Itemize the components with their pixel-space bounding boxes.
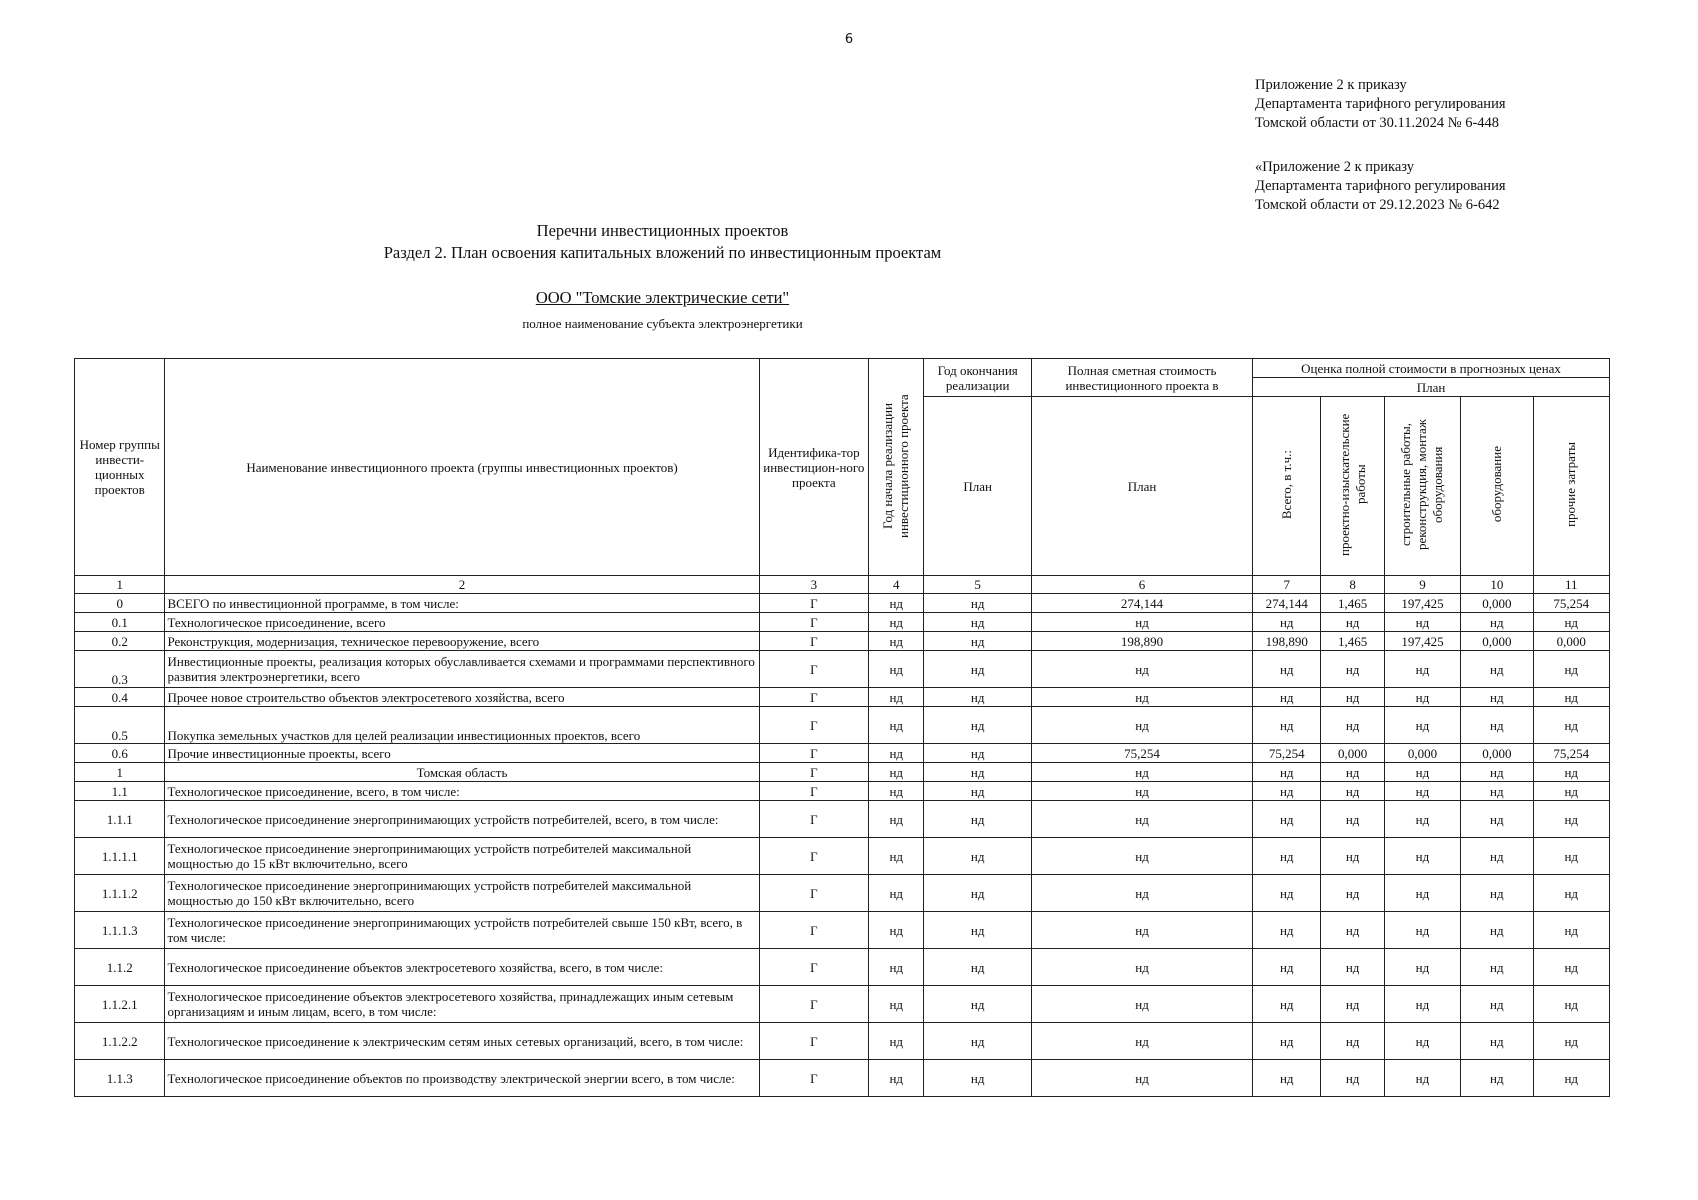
row-number: 0.3 xyxy=(75,651,165,688)
row-full-cost: нд xyxy=(1031,801,1252,838)
appendix-line: Томской области от 30.11.2024 № 6-448 xyxy=(1255,115,1500,131)
row-name: Томская область xyxy=(165,763,759,782)
row-total: нд xyxy=(1253,912,1321,949)
row-design: нд xyxy=(1321,763,1384,782)
header-identifier: Идентифика-тор инвестицион-ного проекта xyxy=(759,359,869,576)
row-identifier: Г xyxy=(759,1023,869,1060)
row-construction: 197,425 xyxy=(1384,632,1460,651)
row-number: 0.2 xyxy=(75,632,165,651)
row-total: 198,890 xyxy=(1253,632,1321,651)
header-project-name: Наименование инвестиционного проекта (группы инвестиционных проектов) xyxy=(165,359,759,576)
row-number: 1.1.3 xyxy=(75,1060,165,1097)
row-other: нд xyxy=(1533,613,1609,632)
table-row xyxy=(75,1023,1610,1060)
row-identifier: Г xyxy=(759,688,869,707)
row-start-year: нд xyxy=(869,707,924,744)
row-other: нд xyxy=(1533,782,1609,801)
table-body xyxy=(75,594,1610,1097)
row-identifier: Г xyxy=(759,707,869,744)
table-row xyxy=(75,986,1610,1023)
row-equipment: нд xyxy=(1461,801,1533,838)
row-start-year: нд xyxy=(869,651,924,688)
row-full-cost: нд xyxy=(1031,707,1252,744)
row-equipment: нд xyxy=(1461,1023,1533,1060)
row-construction: нд xyxy=(1384,875,1460,912)
title-line: Перечни инвестиционных проектов xyxy=(536,221,789,240)
header-start-year-cell xyxy=(869,359,924,576)
column-number: 9 xyxy=(1384,576,1460,594)
title-line: Раздел 2. План освоения капитальных вложений по инвестиционным проектам xyxy=(383,243,942,262)
row-full-cost: нд xyxy=(1031,782,1252,801)
header-design: проектно-изыскательские работы xyxy=(1336,413,1368,556)
row-full-cost: 274,144 xyxy=(1031,594,1252,613)
row-total: нд xyxy=(1253,1023,1321,1060)
row-name: Технологическое присоединение объектов электросетевого хозяйства, всего, в том числе: xyxy=(165,949,759,986)
table-row xyxy=(75,949,1610,986)
row-number: 1 xyxy=(75,763,165,782)
row-identifier: Г xyxy=(759,986,869,1023)
row-number: 1.1.1.1 xyxy=(75,838,165,875)
row-other: нд xyxy=(1533,763,1609,782)
row-equipment: 0,000 xyxy=(1461,744,1533,763)
row-construction: 197,425 xyxy=(1384,594,1460,613)
row-number: 0.6 xyxy=(75,744,165,763)
column-number: 1 xyxy=(75,576,165,594)
header-design-cell xyxy=(1321,397,1384,576)
header-other: прочие затраты xyxy=(1563,442,1579,527)
row-full-cost: нд xyxy=(1031,875,1252,912)
row-number: 1.1 xyxy=(75,782,165,801)
row-end-year: нд xyxy=(924,912,1032,949)
row-construction: нд xyxy=(1384,1023,1460,1060)
row-other: нд xyxy=(1533,949,1609,986)
row-construction: нд xyxy=(1384,912,1460,949)
row-number: 0.1 xyxy=(75,613,165,632)
row-equipment: нд xyxy=(1461,949,1533,986)
row-design: нд xyxy=(1321,688,1384,707)
row-total: нд xyxy=(1253,707,1321,744)
row-name: Технологическое присоединение энергопринимающих устройств потребителей максимальной мощностью до 150 кВт включительно, всего xyxy=(165,875,759,912)
row-full-cost: нд xyxy=(1031,986,1252,1023)
row-design: нд xyxy=(1321,912,1384,949)
row-construction: нд xyxy=(1384,949,1460,986)
row-start-year: нд xyxy=(869,1023,924,1060)
row-identifier: Г xyxy=(759,613,869,632)
row-full-cost: нд xyxy=(1031,688,1252,707)
row-number: 1.1.2.1 xyxy=(75,986,165,1023)
row-name: Технологическое присоединение энергопринимающих устройств потребителей свыше 150 кВт, всего, в том числе: xyxy=(165,912,759,949)
row-equipment: нд xyxy=(1461,986,1533,1023)
row-equipment: нд xyxy=(1461,838,1533,875)
row-start-year: нд xyxy=(869,763,924,782)
row-number: 1.1.1 xyxy=(75,801,165,838)
row-name: Технологическое присоединение энергопринимающих устройств потребителей, всего, в том числе: xyxy=(165,801,759,838)
row-design: нд xyxy=(1321,949,1384,986)
row-start-year: нд xyxy=(869,801,924,838)
row-total: нд xyxy=(1253,688,1321,707)
row-other: 0,000 xyxy=(1533,632,1609,651)
row-start-year: нд xyxy=(869,594,924,613)
table-row xyxy=(75,613,1610,632)
row-start-year: нд xyxy=(869,782,924,801)
row-end-year: нд xyxy=(924,707,1032,744)
row-equipment: нд xyxy=(1461,912,1533,949)
row-number: 1.1.1.3 xyxy=(75,912,165,949)
row-name: Технологическое присоединение, всего xyxy=(165,613,759,632)
row-equipment: 0,000 xyxy=(1461,632,1533,651)
row-start-year: нд xyxy=(869,838,924,875)
table-row xyxy=(75,875,1610,912)
row-end-year: нд xyxy=(924,1023,1032,1060)
row-construction: нд xyxy=(1384,782,1460,801)
row-design: нд xyxy=(1321,782,1384,801)
row-name: Технологическое присоединение энергопринимающих устройств потребителей максимальной мощностью до 15 кВт включительно, всего xyxy=(165,838,759,875)
row-number: 0 xyxy=(75,594,165,613)
column-number: 3 xyxy=(759,576,869,594)
row-identifier: Г xyxy=(759,763,869,782)
row-end-year: нд xyxy=(924,986,1032,1023)
appendix-previous xyxy=(1255,158,1506,215)
row-design: нд xyxy=(1321,613,1384,632)
row-other: нд xyxy=(1533,1060,1609,1097)
row-end-year: нд xyxy=(924,632,1032,651)
row-full-cost: нд xyxy=(1031,949,1252,986)
row-end-year: нд xyxy=(924,651,1032,688)
appendix-line: Томской области от 29.12.2023 № 6-642 xyxy=(1255,197,1500,213)
row-number: 1.1.2.2 xyxy=(75,1023,165,1060)
document-title xyxy=(0,220,1325,264)
row-total: нд xyxy=(1253,613,1321,632)
row-start-year: нд xyxy=(869,1060,924,1097)
row-end-year: нд xyxy=(924,613,1032,632)
row-name: Инвестиционные проекты, реализация которых обуславливается схемами и программами перспективного развития электроэнергетики, всего xyxy=(165,651,759,688)
row-identifier: Г xyxy=(759,594,869,613)
column-number: 5 xyxy=(924,576,1032,594)
row-design: нд xyxy=(1321,838,1384,875)
row-full-cost: 198,890 xyxy=(1031,632,1252,651)
row-construction: нд xyxy=(1384,688,1460,707)
row-start-year: нд xyxy=(869,986,924,1023)
row-full-cost: нд xyxy=(1031,763,1252,782)
row-identifier: Г xyxy=(759,744,869,763)
row-end-year: нд xyxy=(924,949,1032,986)
row-full-cost: нд xyxy=(1031,838,1252,875)
header-full-cost: Полная сметная стоимость инвестиционного проекта в xyxy=(1031,359,1252,397)
row-design: 1,465 xyxy=(1321,632,1384,651)
row-other: нд xyxy=(1533,912,1609,949)
row-start-year: нд xyxy=(869,632,924,651)
appendix-line: Департамента тарифного регулирования xyxy=(1255,96,1506,112)
header-total-cell xyxy=(1253,397,1321,576)
row-identifier: Г xyxy=(759,782,869,801)
table-row xyxy=(75,1060,1610,1097)
row-construction: нд xyxy=(1384,801,1460,838)
row-end-year: нд xyxy=(924,688,1032,707)
row-other: нд xyxy=(1533,651,1609,688)
row-design: нд xyxy=(1321,875,1384,912)
row-design: нд xyxy=(1321,801,1384,838)
row-design: нд xyxy=(1321,986,1384,1023)
row-design: нд xyxy=(1321,1060,1384,1097)
table-row xyxy=(75,688,1610,707)
row-other: нд xyxy=(1533,838,1609,875)
row-other: нд xyxy=(1533,875,1609,912)
row-full-cost: нд xyxy=(1031,651,1252,688)
row-full-cost: нд xyxy=(1031,613,1252,632)
row-other: 75,254 xyxy=(1533,594,1609,613)
table-row xyxy=(75,782,1610,801)
appendix-current xyxy=(1255,76,1506,133)
row-construction: нд xyxy=(1384,986,1460,1023)
row-design: нд xyxy=(1321,707,1384,744)
row-end-year: нд xyxy=(924,744,1032,763)
organization-name xyxy=(0,288,1325,308)
column-number: 10 xyxy=(1461,576,1533,594)
row-total: нд xyxy=(1253,986,1321,1023)
row-identifier: Г xyxy=(759,632,869,651)
header-other-cell xyxy=(1533,397,1609,576)
row-name: Покупка земельных участков для целей реализации инвестиционных проектов, всего xyxy=(165,707,759,744)
appendix-line: Департамента тарифного регулирования xyxy=(1255,178,1506,194)
header-end-year-plan: План xyxy=(924,397,1032,576)
row-total: нд xyxy=(1253,782,1321,801)
row-start-year: нд xyxy=(869,613,924,632)
row-full-cost: нд xyxy=(1031,1023,1252,1060)
row-start-year: нд xyxy=(869,949,924,986)
column-number: 11 xyxy=(1533,576,1609,594)
row-name: ВСЕГО по инвестиционной программе, в том числе: xyxy=(165,594,759,613)
column-number: 6 xyxy=(1031,576,1252,594)
row-full-cost: 75,254 xyxy=(1031,744,1252,763)
header-full-cost-plan: План xyxy=(1031,397,1252,576)
row-equipment: нд xyxy=(1461,1060,1533,1097)
row-name: Прочие инвестиционные проекты, всего xyxy=(165,744,759,763)
row-construction: нд xyxy=(1384,1060,1460,1097)
column-number-row xyxy=(75,576,1610,594)
appendix-line: Приложение 2 к приказу xyxy=(1255,77,1407,93)
row-other: нд xyxy=(1533,801,1609,838)
row-identifier: Г xyxy=(759,949,869,986)
row-construction: нд xyxy=(1384,613,1460,632)
row-other: нд xyxy=(1533,1023,1609,1060)
row-total: нд xyxy=(1253,949,1321,986)
table-row xyxy=(75,651,1610,688)
row-total: нд xyxy=(1253,875,1321,912)
row-identifier: Г xyxy=(759,1060,869,1097)
row-total: 75,254 xyxy=(1253,744,1321,763)
row-total: нд xyxy=(1253,763,1321,782)
header-start-year: Год начала реализации инвестиционного проекта xyxy=(880,393,912,538)
row-total: 274,144 xyxy=(1253,594,1321,613)
column-number: 2 xyxy=(165,576,759,594)
row-construction: нд xyxy=(1384,707,1460,744)
table-row xyxy=(75,707,1610,744)
investment-plan-table xyxy=(74,358,1610,1097)
column-number: 7 xyxy=(1253,576,1321,594)
row-equipment: нд xyxy=(1461,651,1533,688)
row-design: нд xyxy=(1321,651,1384,688)
row-end-year: нд xyxy=(924,801,1032,838)
table-row xyxy=(75,801,1610,838)
row-name: Прочее новое строительство объектов электросетевого хозяйства, всего xyxy=(165,688,759,707)
row-name: Реконструкция, модернизация, техническое перевооружение, всего xyxy=(165,632,759,651)
page-number: 6 xyxy=(844,32,854,47)
row-full-cost: нд xyxy=(1031,1060,1252,1097)
row-end-year: нд xyxy=(924,838,1032,875)
row-name: Технологическое присоединение объектов электросетевого хозяйства, принадлежащих иным сетевым организациям и иным лицам, всего, в том числе: xyxy=(165,986,759,1023)
row-equipment: 0,000 xyxy=(1461,594,1533,613)
row-identifier: Г xyxy=(759,875,869,912)
header-equipment-cell xyxy=(1461,397,1533,576)
table-row xyxy=(75,744,1610,763)
row-start-year: нд xyxy=(869,744,924,763)
row-start-year: нд xyxy=(869,912,924,949)
row-number: 1.1.2 xyxy=(75,949,165,986)
row-end-year: нд xyxy=(924,594,1032,613)
header-plan: План xyxy=(1253,378,1610,397)
row-name: Технологическое присоединение, всего, в том числе: xyxy=(165,782,759,801)
row-other: 75,254 xyxy=(1533,744,1609,763)
row-name: Технологическое присоединение объектов по производству электрической энергии всего, в том числе: xyxy=(165,1060,759,1097)
row-total: нд xyxy=(1253,651,1321,688)
row-design: 1,465 xyxy=(1321,594,1384,613)
row-design: нд xyxy=(1321,1023,1384,1060)
table-row xyxy=(75,632,1610,651)
row-equipment: нд xyxy=(1461,875,1533,912)
table-row xyxy=(75,912,1610,949)
column-number: 8 xyxy=(1321,576,1384,594)
row-other: нд xyxy=(1533,986,1609,1023)
table-row xyxy=(75,594,1610,613)
row-full-cost: нд xyxy=(1031,912,1252,949)
header-construction-cell xyxy=(1384,397,1460,576)
header-group-number: Номер группы инвести-ционных проектов xyxy=(75,359,165,576)
row-construction: 0,000 xyxy=(1384,744,1460,763)
row-total: нд xyxy=(1253,801,1321,838)
row-design: 0,000 xyxy=(1321,744,1384,763)
header-total: Всего, в т.ч.: xyxy=(1278,449,1294,520)
row-equipment: нд xyxy=(1461,707,1533,744)
row-identifier: Г xyxy=(759,838,869,875)
header-equipment: оборудование xyxy=(1488,446,1504,523)
table-row xyxy=(75,838,1610,875)
row-end-year: нд xyxy=(924,1060,1032,1097)
row-end-year: нд xyxy=(924,875,1032,912)
row-equipment: нд xyxy=(1461,763,1533,782)
row-identifier: Г xyxy=(759,912,869,949)
row-end-year: нд xyxy=(924,782,1032,801)
row-equipment: нд xyxy=(1461,782,1533,801)
row-start-year: нд xyxy=(869,875,924,912)
row-number: 0.5 xyxy=(75,707,165,744)
header-forecast: Оценка полной стоимости в прогнозных ценах xyxy=(1253,359,1610,378)
row-start-year: нд xyxy=(869,688,924,707)
row-total: нд xyxy=(1253,838,1321,875)
row-equipment: нд xyxy=(1461,688,1533,707)
row-other: нд xyxy=(1533,707,1609,744)
row-other: нд xyxy=(1533,688,1609,707)
row-construction: нд xyxy=(1384,763,1460,782)
row-total: нд xyxy=(1253,1060,1321,1097)
column-number: 4 xyxy=(869,576,924,594)
appendix-line: «Приложение 2 к приказу xyxy=(1255,159,1414,175)
row-identifier: Г xyxy=(759,651,869,688)
row-name: Технологическое присоединение к электрическим сетям иных сетевых организаций, всего, в том числе: xyxy=(165,1023,759,1060)
row-equipment: нд xyxy=(1461,613,1533,632)
row-construction: нд xyxy=(1384,838,1460,875)
row-construction: нд xyxy=(1384,651,1460,688)
row-number: 1.1.1.2 xyxy=(75,875,165,912)
header-construction: строительные работы, реконструкция, монтаж оборудования xyxy=(1398,419,1446,550)
row-end-year: нд xyxy=(924,763,1032,782)
header-end-year: Год окончания реализации xyxy=(924,359,1032,397)
row-identifier: Г xyxy=(759,801,869,838)
table-row xyxy=(75,763,1610,782)
organization-caption: полное наименование субъекта электроэнергетики xyxy=(522,316,803,331)
organization-name-text: ООО "Томские электрические сети" xyxy=(535,288,790,307)
row-number: 0.4 xyxy=(75,688,165,707)
